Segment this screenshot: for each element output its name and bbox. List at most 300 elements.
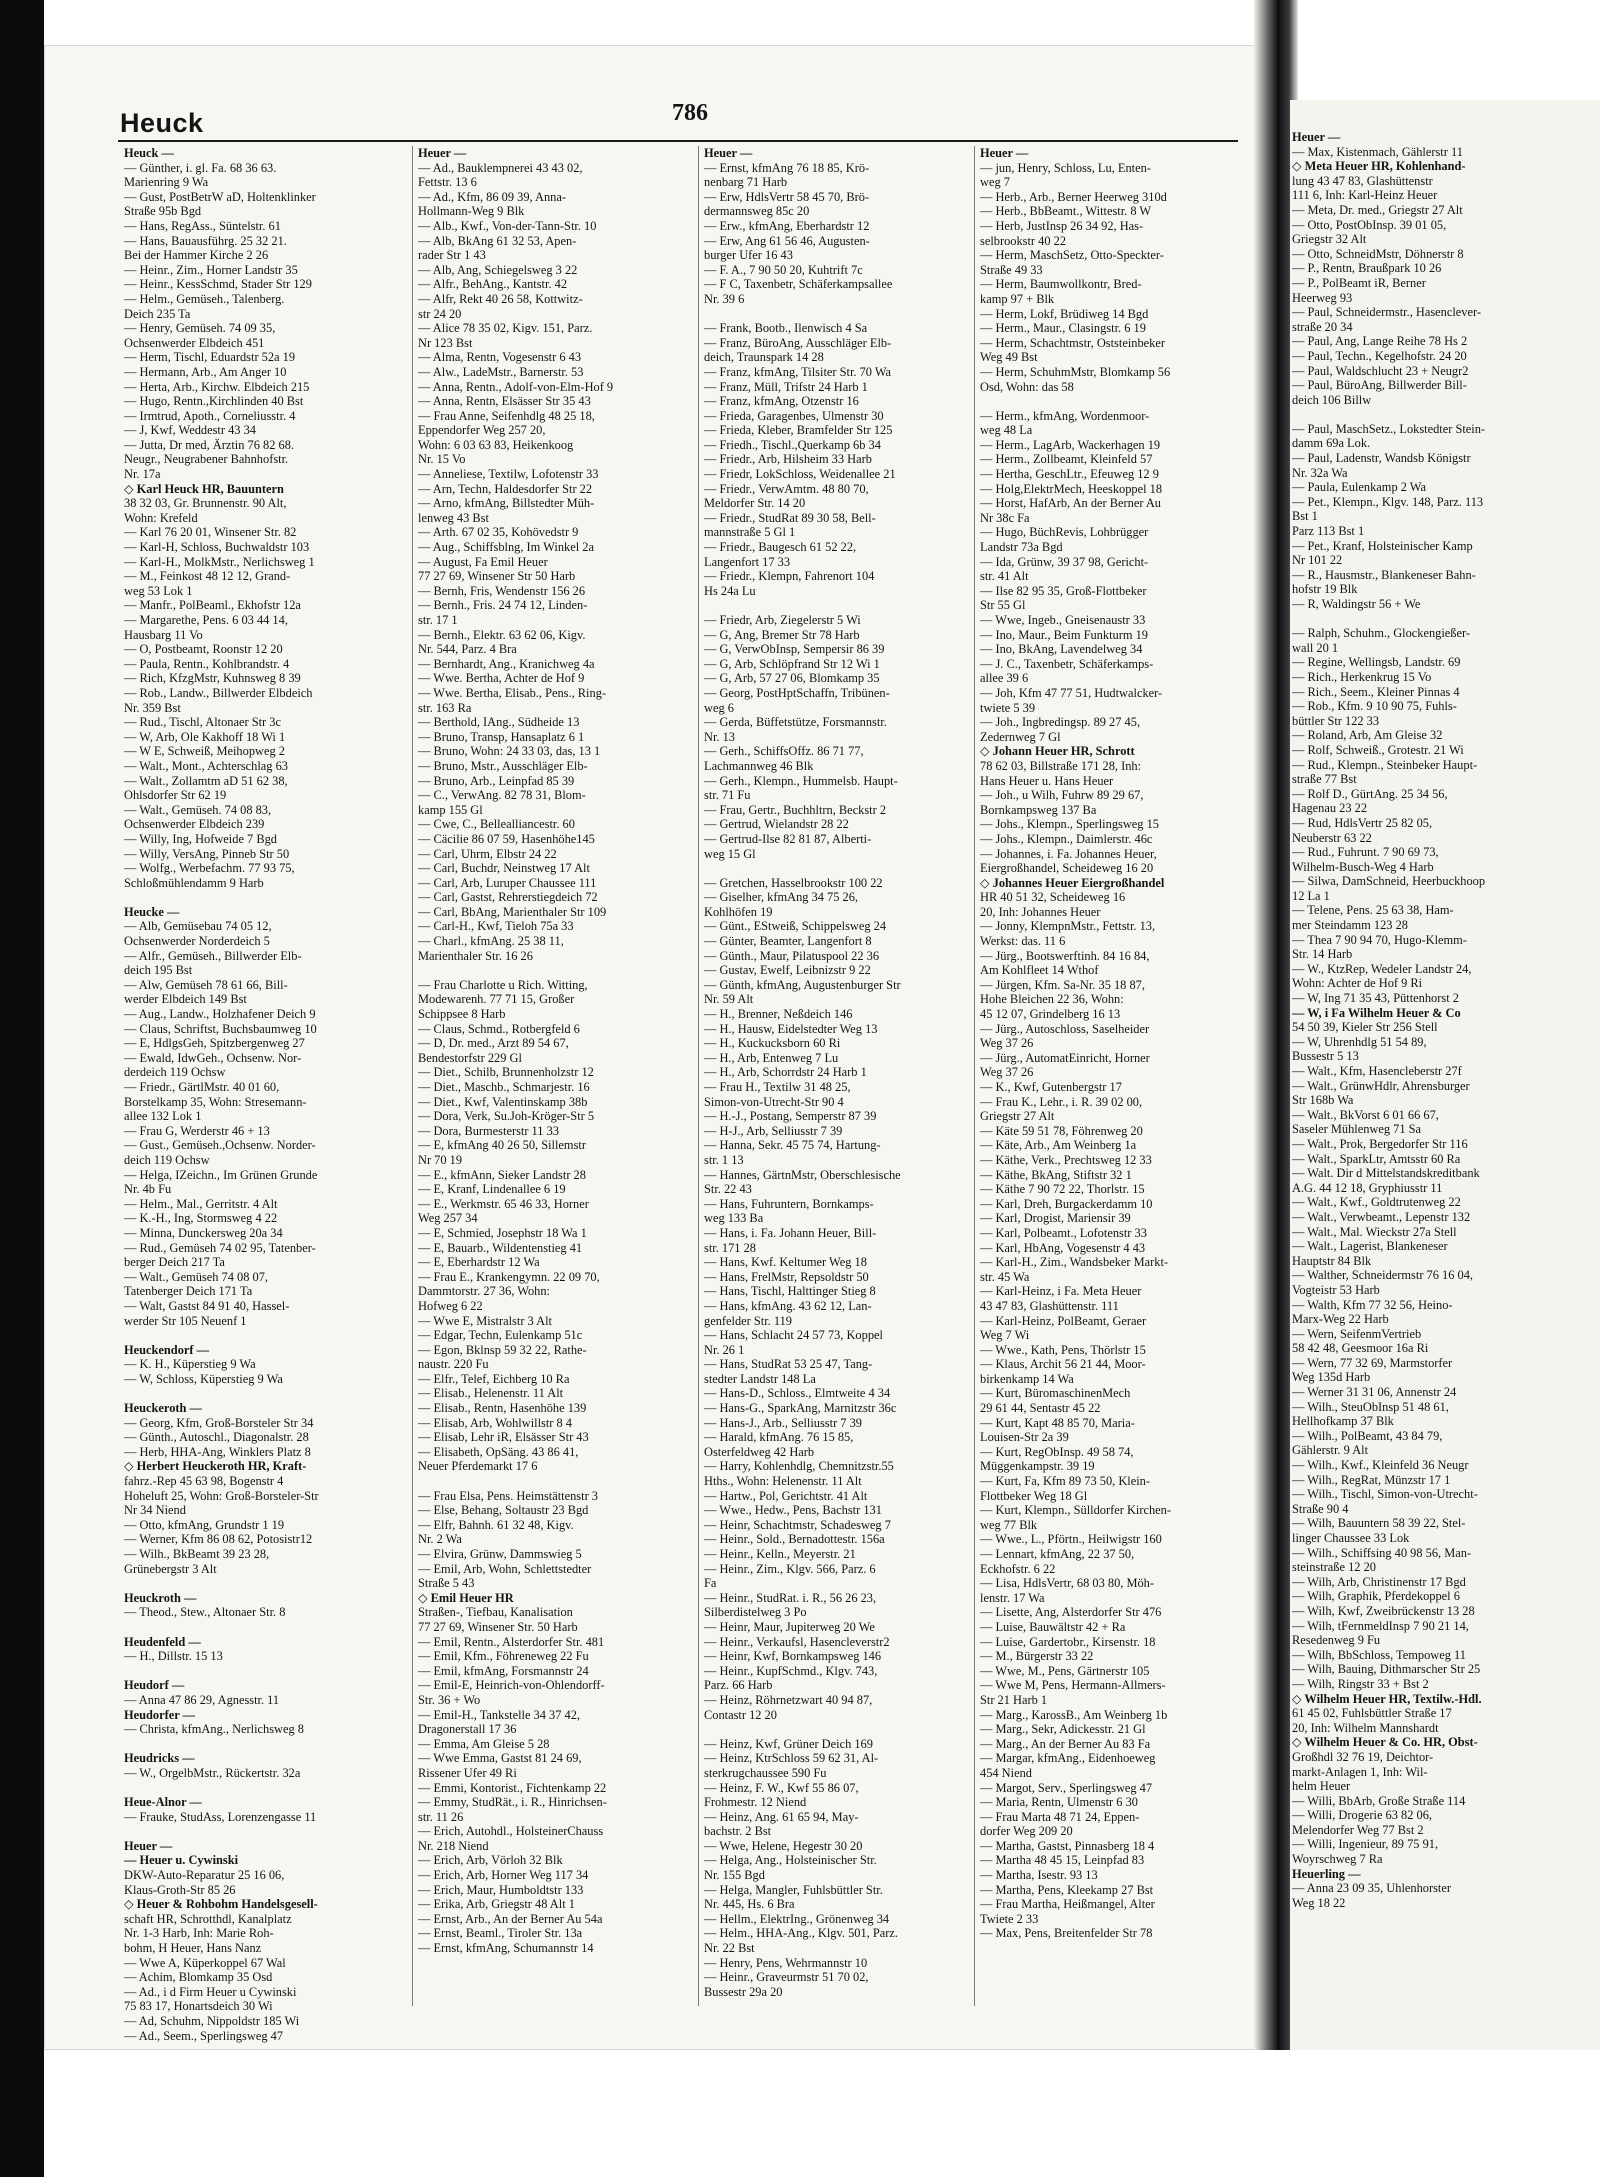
- directory-entry: Griegstr 32 Alt: [1292, 232, 1367, 247]
- directory-entry: — Walt., Gemüseh. 74 08 83,: [124, 802, 272, 817]
- directory-entry: Nr. 544, Parz. 4 Bra: [418, 642, 517, 657]
- directory-entry: weg 6: [704, 700, 734, 715]
- directory-entry: — Erich, Maur, Humboldtstr 133: [418, 1882, 584, 1897]
- entry-spacer: [418, 963, 690, 978]
- directory-entry: ◇ Johannes Heuer Eiergroßhandel: [980, 875, 1165, 890]
- directory-entry: — Pet., Klempn., Klgv. 148, Parz. 113: [1292, 494, 1484, 509]
- directory-entry: Nr. 15 Vo: [418, 452, 466, 467]
- directory-entry: — Anna 47 86 29, Agnesstr. 11: [124, 1692, 280, 1707]
- directory-entry: — Hans, StudRat 53 25 47, Tang-: [704, 1357, 873, 1372]
- directory-entry: — Lisette, Ang, Alsterdorfer Str 476: [980, 1605, 1162, 1620]
- directory-entry: — Paula, Rentn., Kohlbrandstr. 4: [124, 656, 290, 671]
- directory-entry: — Frau Martha, Heißmangel, Alter: [980, 1897, 1155, 1912]
- directory-column-1: [124, 146, 396, 2043]
- directory-entry: — Frieda, Kleber, Bramfelder Str 125: [704, 423, 893, 438]
- directory-entry: — Otto, PostObInsp. 39 01 05,: [1292, 217, 1447, 232]
- entry-spacer: [1292, 612, 1592, 627]
- directory-entry: str. 11 26: [418, 1809, 464, 1824]
- directory-entry: — Gustav, Ewelf, Leibnizstr 9 22: [704, 963, 871, 978]
- directory-entry: Wilhelm-Busch-Weg 4 Harb: [1292, 859, 1434, 874]
- directory-entry: — Frau, Gertr., Buchhltrn, Beckstr 2: [704, 802, 887, 817]
- directory-entry: — Else, Behang, Soltaustr 23 Bgd: [418, 1503, 589, 1518]
- directory-entry: — G, Ang, Bremer Str 78 Harb: [704, 627, 860, 642]
- directory-entry: — Thea 7 90 94 70, Hugo-Klemm-: [1292, 932, 1467, 947]
- directory-entry: — Johs., Klempn., Daimlerstr. 46c: [980, 831, 1153, 846]
- directory-entry: Nr 70 19: [418, 1152, 463, 1167]
- directory-entry: — Hans, kfmAng. 43 62 12, Lan-: [704, 1298, 872, 1313]
- directory-entry: — Rud., Klempn., Steinbeker Haupt-: [1292, 757, 1478, 772]
- directory-entry: Lachmannweg 46 Blk: [704, 758, 814, 773]
- directory-entry: — Wilh, Graphik, Pferdekoppel 6: [1292, 1589, 1460, 1604]
- directory-entry: Heuer —: [704, 146, 753, 160]
- directory-entry: — Alfr, Rekt 40 26 58, Kottwitz-: [418, 291, 583, 306]
- directory-entry: — Johs., Klempn., Sperlingsweg 15: [980, 817, 1159, 832]
- directory-entry: — Erw, HdlsVertr 58 45 70, Brö-: [704, 189, 870, 204]
- directory-entry: Bei der Hammer Kirche 2 26: [124, 248, 269, 263]
- directory-entry: Langenfort 17 33: [704, 554, 791, 569]
- directory-entry: — Erw., kfmAng, Eberhardstr 12: [704, 218, 870, 233]
- directory-entry: — Herm, Baumwollkontr, Bred-: [980, 277, 1142, 292]
- directory-entry: — Ad., Kfm, 86 09 39, Anna-: [418, 189, 566, 204]
- directory-entry: — Ralph, Schuhm., Glockengießer-: [1292, 626, 1471, 641]
- directory-entry: — Herm, Schachtmstr, Oststeinbeker: [980, 335, 1165, 350]
- directory-entry: — Frau H., Textilw 31 48 25,: [704, 1080, 851, 1094]
- entry-spacer: [124, 1328, 396, 1343]
- directory-entry: Nr. 4b Fu: [124, 1182, 172, 1197]
- directory-entry: Neugr., Neugrabener Bahnhofstr.: [124, 452, 289, 467]
- directory-entry: — Heinr., Kelln., Meyerstr. 21: [704, 1547, 856, 1561]
- directory-entry: — Hugo, Rentn.,Kirchlinden 40 Bst: [124, 394, 304, 409]
- directory-entry: Nr. 17a: [124, 467, 161, 482]
- directory-entry: Resedenweg 9 Fu: [1292, 1633, 1381, 1648]
- directory-entry: Str. 22 43: [704, 1182, 752, 1197]
- directory-entry: Heuckendorf —: [124, 1342, 210, 1357]
- directory-entry: Nr. 22 Bst: [704, 1941, 755, 1956]
- directory-entry: allee 132 Lok 1: [124, 1109, 202, 1124]
- directory-entry: Rissener Ufer 49 Ri: [418, 1765, 517, 1780]
- directory-entry: — H., Arb, Entenweg 7 Lu: [704, 1050, 839, 1065]
- entry-spacer: [124, 1781, 396, 1796]
- directory-entry: DKW-Auto-Reparatur 25 16 06,: [124, 1868, 285, 1883]
- directory-entry: 29 61 44, Sentastr 45 22: [980, 1401, 1101, 1416]
- directory-entry: — M., Feinkost 48 12 12, Grand-: [124, 569, 291, 584]
- directory-entry: — Günth., Maur, Pilatuspool 22 36: [704, 948, 880, 963]
- directory-entry: 61 45 02, Fuhlsbüttler Straße 17: [1292, 1706, 1452, 1721]
- directory-entry: Weg 49 Bst: [980, 350, 1038, 365]
- directory-entry: — Wwe, M., Pens, Gärtnerstr 105: [980, 1663, 1150, 1678]
- directory-entry: — Gerh., SchiffsOffz. 86 71 77,: [704, 744, 864, 759]
- directory-entry: dorfer Weg 209 20: [980, 1824, 1073, 1839]
- directory-column-3: [704, 146, 976, 1999]
- directory-entry: 454 Niend: [980, 1765, 1032, 1780]
- directory-entry: deich 119 Ochsw: [124, 1152, 210, 1167]
- directory-entry: — Diet., Schilb, Brunnenholzstr 12: [418, 1065, 594, 1080]
- directory-entry: — Helm., Mal., Gerritstr. 4 Alt: [124, 1196, 278, 1211]
- directory-entry: — Friedr., GärtlMstr. 40 01 60,: [124, 1080, 280, 1094]
- directory-entry: — Friedr, Arb, Ziegelerstr 5 Wi: [704, 613, 861, 627]
- running-head-surname: Heuck: [120, 108, 204, 138]
- directory-entry: werder Str 105 Neuenf 1: [124, 1313, 247, 1328]
- directory-entry: — Regine, Wellingsb, Landstr. 69: [1292, 655, 1461, 670]
- directory-entry: — Kurt, BüromaschinenMech: [980, 1386, 1131, 1401]
- directory-entry: 111 6, Inh: Karl-Heinz Heuer: [1292, 188, 1438, 203]
- directory-entry: Nr. 26 1: [704, 1342, 745, 1357]
- directory-entry: Woyrschweg 7 Ra: [1292, 1852, 1383, 1867]
- directory-entry: — J. C., Taxenbetr, Schäferkamps-: [980, 656, 1154, 671]
- directory-entry: — Karl-Heinz, i Fa. Meta Heuer: [980, 1284, 1142, 1299]
- directory-entry: — Anna, Rentn, Elsässer Str 35 43: [418, 394, 591, 409]
- directory-entry: — Claus, Schmd., Rotbergfeld 6: [418, 1021, 580, 1036]
- directory-entry: — Günth, kfmAng, Augustenburger Str: [704, 977, 901, 992]
- directory-entry: — Ad., Seem., Sperlingsweg 47: [124, 2028, 284, 2043]
- directory-entry: — Johannes, i. Fa. Johannes Heuer,: [980, 846, 1157, 861]
- directory-entry: Marx-Weg 22 Harb: [1292, 1312, 1389, 1327]
- directory-entry: — Friedr., Arb, Hilsheim 33 Harb: [704, 452, 872, 467]
- directory-entry: Landstr 73a Bgd: [980, 540, 1063, 555]
- directory-entry: Nr. 445, Hs. 6 Bra: [704, 1897, 795, 1912]
- directory-entry: — Wwe A, Küperkoppel 67 Wal: [124, 1955, 286, 1970]
- directory-entry: — Achim, Blomkamp 35 Osd: [124, 1970, 273, 1985]
- directory-entry: — Hans-J., Arb., Selliusstr 7 39: [704, 1415, 862, 1430]
- directory-entry: — Walt., Gemüseh 74 08 07,: [124, 1269, 269, 1284]
- directory-entry: — Gretchen, Hasselbrookstr 100 22: [704, 875, 883, 890]
- directory-entry: ◇ Wilhelm Heuer HR, Textilw.-Hdl.: [1292, 1691, 1482, 1706]
- directory-entry: 38 32 03, Gr. Brunnenstr. 90 Alt,: [124, 496, 287, 511]
- directory-entry: — Ad., Bauklempnerei 43 43 02,: [418, 160, 583, 175]
- directory-entry: — Friedr., Baugesch 61 52 22,: [704, 540, 857, 555]
- directory-entry: — Rolf D., GürtAng. 25 34 56,: [1292, 786, 1448, 801]
- directory-entry: — Alb., Kwf., Von-der-Tann-Str. 10: [418, 218, 597, 233]
- directory-entry: — Dora, Verk, Su.Joh-Kröger-Str 5: [418, 1109, 595, 1124]
- directory-entry: schaft HR, Schrotthdl, Kanalplatz: [124, 1911, 292, 1926]
- directory-entry: Osterfeldweg 42 Harb: [704, 1444, 815, 1459]
- directory-entry: Nr. 218 Niend: [418, 1838, 489, 1853]
- directory-entry: Dammtorstr. 27 36, Wohn:: [418, 1284, 550, 1299]
- directory-entry: — Heuer u. Cywinski: [124, 1853, 239, 1868]
- directory-entry: Ochsenwerder Elbdeich 451: [124, 335, 265, 350]
- directory-entry: — G, Arb, Schlöpfrand Str 12 Wi 1: [704, 656, 880, 671]
- directory-entry: — H., Hausw, Eidelstedter Weg 13: [704, 1021, 878, 1036]
- directory-entry: — Margar, kfmAng., Eidenhoeweg: [980, 1751, 1156, 1766]
- directory-entry: — Walt., BkVorst 6 01 66 67,: [1292, 1107, 1439, 1122]
- directory-entry: Straßen-, Tiefbau, Kanalisation: [418, 1605, 573, 1620]
- directory-entry: Str 168b Wa: [1292, 1093, 1354, 1108]
- directory-entry: nenbarg 71 Harb: [704, 175, 788, 190]
- directory-entry: Weg 18 22: [1292, 1895, 1346, 1910]
- directory-entry: Weg 37 26: [980, 1036, 1034, 1051]
- directory-entry: — Jürg., AutomatEinricht, Horner: [980, 1050, 1150, 1065]
- directory-entry: — Luise, Bauwältstr 42 + Ra: [980, 1619, 1126, 1634]
- directory-entry: — Gust., Gemüseh.,Ochsenw. Norder-: [124, 1138, 316, 1153]
- directory-entry: — Wilh, Bauing, Dithmarscher Str 25: [1292, 1662, 1481, 1677]
- directory-entry: dermannsweg 85c 20: [704, 204, 810, 219]
- directory-entry: Str 21 Harb 1: [980, 1692, 1048, 1707]
- directory-entry: Wohn: 6 03 63 83, Heikenkoog: [418, 437, 574, 452]
- directory-entry: Müggenkampstr. 39 19: [980, 1459, 1095, 1474]
- entry-spacer: [124, 890, 396, 905]
- directory-entry: Str 55 Gl: [980, 598, 1026, 613]
- directory-entry: — Silwa, DamSchneid, Heerbuckhoop: [1292, 874, 1486, 889]
- directory-entry: — Heinr., Sold., Bernadottestr. 156a: [704, 1532, 885, 1547]
- directory-entry: — Walt., Kfm, Hasencleberstr 27f: [1292, 1064, 1462, 1078]
- directory-entry: Bst 1: [1292, 509, 1318, 524]
- directory-entry: — Manfr., PolBeaml., Ekhofstr 12a: [124, 598, 301, 613]
- directory-entry: selbrookstr 40 22: [980, 233, 1067, 248]
- directory-entry: — Herm, SchuhmMstr, Blomkamp 56: [980, 364, 1171, 379]
- directory-entry: deich 195 Bst: [124, 963, 193, 978]
- entry-spacer: [124, 1576, 396, 1591]
- directory-entry: sterkrugchaussee 590 Fu: [704, 1765, 827, 1780]
- directory-entry: — W., OrgelbMstr., Rückertstr. 32a: [124, 1765, 301, 1780]
- directory-entry: Straße 5 43: [418, 1576, 475, 1591]
- directory-entry: Dragonerstall 17 36: [418, 1722, 517, 1737]
- directory-entry: Nr 101 22: [1292, 553, 1343, 568]
- directory-entry: — Wwe., L., Pförtn., Heilwigstr 160: [980, 1532, 1162, 1547]
- directory-entry: — Emil, Rentn., Alsterdorfer Str. 481: [418, 1634, 605, 1649]
- directory-entry: Heudricks —: [124, 1751, 195, 1766]
- directory-entry: Deich 235 Ta: [124, 306, 191, 321]
- directory-entry: — E., kfmAnn, Sieker Landstr 28: [418, 1167, 586, 1182]
- directory-entry: twiete 5 39: [980, 700, 1036, 715]
- directory-entry: Marienring 9 Wa: [124, 175, 209, 190]
- directory-entry: Bornkampsweg 137 Ba: [980, 802, 1097, 817]
- directory-entry: — Erich, Autohdl., HolsteinerChauss: [418, 1824, 604, 1839]
- directory-entry: — Herm, MaschSetz, Otto-Speckter-: [980, 248, 1164, 263]
- directory-entry: — Anna, Rentn., Adolf-von-Elm-Hof 9: [418, 379, 614, 394]
- directory-entry: deich 106 Billw: [1292, 392, 1372, 407]
- directory-entry: Bussestr 29a 20: [704, 1984, 783, 1999]
- directory-entry: — Heinz, KtrSchloss 59 62 31, Al-: [704, 1751, 879, 1766]
- directory-entry: — Willi, Ingenieur, 89 75 91,: [1292, 1837, 1439, 1852]
- directory-entry: str. 17 1: [418, 613, 458, 627]
- directory-entry: 75 83 17, Honartsdeich 30 Wi: [124, 1999, 273, 2014]
- directory-entry: — Willy, Ing, Hofweide 7 Bgd: [124, 831, 277, 846]
- directory-entry: — Henry, Pens, Wehrmannstr 10: [704, 1955, 868, 1970]
- directory-entry: A.G. 44 12 18, Gryphiusstr 11: [1292, 1180, 1443, 1195]
- directory-entry: — Paul, Techn., Kegelhofstr. 24 20: [1292, 348, 1467, 363]
- directory-entry: Hs 24a Lu: [704, 583, 756, 598]
- directory-entry: — Rud., Tischl, Altonaer Str 3c: [124, 715, 281, 730]
- directory-entry: ◇ Meta Heuer HR, Kohlenhand-: [1292, 159, 1466, 174]
- directory-entry: Simon-von-Utrecht-Str 90 4: [704, 1094, 844, 1109]
- directory-entry: Kohlhöfen 19: [704, 904, 773, 919]
- directory-entry: 77 27 69, Winsener Str 50 Harb: [418, 569, 576, 584]
- directory-entry: — Friedr, LokSchloss, Weidenallee 21: [704, 467, 896, 482]
- directory-entry: linger Chaussee 33 Lok: [1292, 1531, 1410, 1545]
- directory-entry: — Rolf, Schweiß., Grotestr. 21 Wi: [1292, 742, 1464, 757]
- directory-entry: 20, Inh: Johannes Heuer: [980, 904, 1101, 919]
- entry-spacer: [124, 1664, 396, 1679]
- directory-entry: Hollmann-Weg 9 Blk: [418, 204, 525, 219]
- directory-entry: bohm, H Heuer, Hans Nanz: [124, 1941, 262, 1956]
- directory-entry: — Wolfg., Werbefachm. 77 93 75,: [124, 861, 295, 876]
- directory-entry: — Karl 76 20 01, Winsener Str. 82: [124, 525, 297, 540]
- directory-entry: Osd, Wohn: das 58: [980, 379, 1074, 394]
- directory-entry: — Carl, BbAng, Marienthaler Str 109: [418, 904, 607, 919]
- entry-spacer: [704, 307, 976, 322]
- column-divider: [412, 146, 413, 2006]
- directory-entry: — Kurt, Kapt 48 85 70, Maria-: [980, 1415, 1135, 1430]
- directory-entry: — Hanna, Sekr. 45 75 74, Hartung-: [704, 1138, 881, 1153]
- directory-entry: Heuckeroth —: [124, 1401, 202, 1416]
- directory-entry: — H-J., Arb, Selliusstr 7 39: [704, 1123, 843, 1138]
- directory-entry: helm Heuer: [1292, 1779, 1351, 1794]
- directory-entry: — Helm., Gemüseh., Talenberg.: [124, 291, 285, 306]
- directory-entry: str. 163 Ra: [418, 700, 472, 715]
- directory-entry: — Jürg., Autoschloss, Saselheider: [980, 1021, 1150, 1036]
- directory-entry: — Franz, BüroAng, Ausschläger Elb-: [704, 335, 892, 350]
- directory-entry: Frohmestr. 12 Niend: [704, 1795, 807, 1810]
- directory-entry: — Walth, Kfm 77 32 56, Heino-: [1292, 1297, 1453, 1312]
- directory-entry: Hths., Wohn: Helenenstr. 11 Alt: [704, 1474, 862, 1489]
- directory-entry: — Wwe Emma, Gastst 81 24 69,: [418, 1751, 582, 1766]
- directory-entry: — Willi, BbArb, Große Straße 114: [1292, 1793, 1466, 1808]
- directory-entry: — Wilh, Ringstr 33 + Bst 2: [1292, 1676, 1429, 1691]
- directory-entry: 78 62 03, Billstraße 171 28, Inh:: [980, 758, 1142, 773]
- directory-entry: — Heinr., Zim., Klgv. 566, Parz. 6: [704, 1561, 876, 1576]
- directory-entry: — Walt., Prok, Bergedorfer Str 116: [1292, 1136, 1468, 1151]
- directory-entry: steinstraße 12 20: [1292, 1560, 1376, 1575]
- directory-entry: — Lennart, kfmAng, 22 37 50,: [980, 1547, 1135, 1561]
- directory-entry: fahrz.-Rep 45 63 98, Bogenstr 4: [124, 1474, 284, 1489]
- directory-entry: — Hans, FrelMstr, Repsoldstr 50: [704, 1269, 869, 1284]
- directory-entry: — Pet., Kranf, Holsteinischer Kamp: [1292, 538, 1473, 553]
- directory-entry: Ochsenwerder Elbdeich 239: [124, 817, 265, 832]
- directory-entry: Nr. 2 Wa: [418, 1532, 462, 1547]
- directory-entry: — Walt., Verwbeamt., Lepenstr 132: [1292, 1209, 1471, 1224]
- directory-entry: Hohe Bleichen 22 36, Wohn:: [980, 992, 1124, 1007]
- directory-entry: — R., Hausmstr., Blankeneser Bahn-: [1292, 567, 1476, 582]
- directory-entry: — Karl-H, Schloss, Buchwaldstr 103: [124, 540, 310, 555]
- directory-entry: Wohn: Achter de Hof 9 Ri: [1292, 976, 1423, 991]
- directory-entry: — Frank, Bootb., Ilenwisch 4 Sa: [704, 321, 868, 336]
- directory-entry: — Heinr., KessSchmd, Stader Str 129: [124, 277, 312, 292]
- directory-entry: Meldorfer Str. 14 20: [704, 496, 806, 511]
- directory-entry: — R, Waldingstr 56 + We: [1292, 597, 1421, 611]
- directory-entry: — Frieda, Garagenbes, Ulmenstr 30: [704, 408, 884, 423]
- directory-entry: — Franz, kfmAng, Otzenstr 16: [704, 394, 859, 409]
- directory-entry: — Frau Elsa, Pens. Heimstättenstr 3: [418, 1488, 598, 1503]
- directory-entry: werder Elbdeich 149 Bst: [124, 992, 247, 1007]
- directory-entry: — Kurt, RegObInsp. 49 58 74,: [980, 1444, 1134, 1459]
- directory-entry: — Franz, Müll, Trifstr 24 Harb 1: [704, 379, 868, 394]
- directory-entry: Heue-Alnor —: [124, 1795, 202, 1810]
- directory-entry: Louisen-Str 2a 39: [980, 1430, 1069, 1445]
- directory-entry: burger Ufer 16 43: [704, 248, 793, 263]
- directory-entry: — H., Arb, Schorrdstr 24 Harb 1: [704, 1065, 867, 1080]
- directory-entry: — Rud., Fuhrunt. 7 90 69 73,: [1292, 845, 1439, 860]
- directory-entry: — Heinr., Zim., Horner Landstr 35: [124, 262, 298, 277]
- directory-entry: mannstraße 5 Gl 1: [704, 525, 796, 540]
- directory-entry: Hofweg 6 22: [418, 1298, 483, 1313]
- directory-entry: — Emmi, Kontorist., Fichtenkamp 22: [418, 1780, 607, 1795]
- directory-entry: — Gertrud, Wielandstr 28 22: [704, 817, 849, 832]
- directory-entry: Schloßmühlendamm 9 Harb: [124, 875, 264, 890]
- directory-entry: — Herb, HHA-Ang, Winklers Platz 8: [124, 1444, 311, 1459]
- directory-entry: — Wilh, Bauuntern 58 39 22, Stel-: [1292, 1516, 1466, 1531]
- directory-entry: — Wilh, Arb, Christinenstr 17 Bgd: [1292, 1574, 1466, 1589]
- directory-entry: — Ad., i d Firm Heuer u Cywinski: [124, 1984, 297, 1999]
- directory-entry: — Carl, Uhrm, Elbstr 24 22: [418, 846, 557, 861]
- directory-entry: — D, Dr. med., Arzt 89 54 67,: [418, 1036, 569, 1051]
- directory-entry: — Walther, Schneidermstr 76 16 04,: [1292, 1268, 1474, 1283]
- directory-entry: Bendestorfstr 229 Gl: [418, 1050, 522, 1065]
- directory-entry: — Walt., SparkLtr, Amtsstr 60 Ra: [1292, 1151, 1461, 1166]
- directory-entry: — Käthe 7 90 72 22, Thorlstr. 15: [980, 1182, 1145, 1197]
- directory-entry: — Marg., KarossB., Am Weinberg 1b: [980, 1707, 1168, 1722]
- directory-entry: — Wwe. Bertha, Achter de Hof 9: [418, 671, 585, 686]
- directory-entry: Flottbeker Weg 18 Gl: [980, 1488, 1088, 1503]
- directory-entry: mer Steindamm 123 28: [1292, 918, 1408, 933]
- directory-entry: — Rob., Kfm. 9 10 90 75, Fuhls-: [1292, 699, 1457, 714]
- directory-entry: — Paul, Waldschlucht 23 + Neugr2: [1292, 363, 1469, 378]
- directory-entry: Grünebergstr 3 Alt: [124, 1561, 217, 1576]
- directory-entry: deich, Traunspark 14 28: [704, 350, 824, 365]
- directory-entry: weg 133 Ba: [704, 1211, 764, 1226]
- directory-entry: — Walt., GrünwHdlr, Ahrensburger: [1292, 1078, 1470, 1093]
- directory-entry: — Wilh, BbSchloss, Tempoweg 11: [1292, 1647, 1466, 1662]
- directory-entry: — Elisab, Lehr iR, Elsässer Str 43: [418, 1430, 589, 1445]
- directory-entry: — P., PolBeamt iR, Berner: [1292, 275, 1426, 290]
- directory-entry: — Martha, Isestr. 93 13: [980, 1868, 1098, 1883]
- directory-entry: — Carl, Gastst, Rehrerstiegdeich 72: [418, 890, 598, 905]
- directory-entry: Hausbarg 11 Vo: [124, 627, 203, 642]
- directory-entry: Hellhofkamp 37 Blk: [1292, 1414, 1394, 1429]
- facing-page-column: [1292, 130, 1592, 2030]
- directory-entry: Hauptstr 84 Blk: [1292, 1253, 1372, 1268]
- directory-entry: Heuck —: [124, 146, 174, 160]
- directory-entry: Melendorfer Weg 77 Bst 2: [1292, 1822, 1424, 1837]
- directory-entry: — Herm., Zollbeamt, Kleinfeld 57: [980, 452, 1153, 467]
- directory-entry: — W, Arb, Ole Kakhoff 18 Wi 1: [124, 729, 286, 744]
- directory-entry: — Meta, Dr. med., Griegstr 27 Alt: [1292, 202, 1463, 217]
- directory-entry: — Friedr., VerwAmtm. 48 80 70,: [704, 481, 869, 496]
- directory-entry: lung 43 47 83, Glashüttenstr: [1292, 173, 1433, 188]
- directory-entry: — Ida, Grünw, 39 37 98, Gericht-: [980, 554, 1149, 569]
- directory-entry: — Herb., BbBeamt., Wittestr. 8 W: [980, 204, 1152, 219]
- directory-entry: — Klaus, Archit 56 21 44, Moor-: [980, 1357, 1146, 1372]
- directory-entry: — W., KtzRep, Wedeler Landstr 24,: [1292, 961, 1472, 976]
- directory-entry: — Walt., Lagerist, Blankeneser: [1292, 1239, 1448, 1254]
- directory-entry: — Wern, 77 32 69, Marmstorfer: [1292, 1355, 1453, 1370]
- directory-entry: Heudenfeld —: [124, 1634, 201, 1649]
- directory-entry: — Aug., Schiffsblng, Im Winkel 2a: [418, 540, 594, 555]
- directory-entry: Nr. 1-3 Harb, Inh: Marie Roh-: [124, 1926, 274, 1941]
- directory-entry: Str. 36 + Wo: [418, 1692, 481, 1707]
- directory-entry: — Georg, Kfm, Groß-Borsteler Str 34: [124, 1415, 314, 1430]
- directory-entry: — H., Brenner, Neßdeich 146: [704, 1007, 853, 1022]
- directory-entry: — Theod., Stew., Altonaer Str. 8: [124, 1605, 286, 1620]
- directory-entry: — Ilse 82 95 35, Groß-Flottbeker: [980, 583, 1147, 598]
- directory-entry: damm 69a Lok.: [1292, 436, 1371, 451]
- directory-entry: ◇ Johann Heuer HR, Schrott: [980, 744, 1135, 759]
- directory-entry: Hoheluft 25, Wohn: Groß-Borsteler-Str: [124, 1488, 319, 1503]
- directory-entry: Neuer Pferdemarkt 17 6: [418, 1459, 538, 1474]
- page-number: 786: [672, 100, 708, 126]
- directory-entry: Fettstr. 13 6: [418, 175, 477, 190]
- directory-entry: — Wilh., BkBeamt 39 23 28,: [124, 1547, 270, 1561]
- directory-entry: — C., VerwAng. 82 78 31, Blom-: [418, 788, 586, 803]
- directory-entry: — Karl-H., MolkMstr., Nerlichsweg 1: [124, 554, 315, 569]
- directory-entry: str 24 20: [418, 306, 462, 321]
- directory-entry: ◇ Karl Heuck HR, Bauuntern: [124, 481, 284, 496]
- directory-entry: — Hertha, GeschLtr., Efeuweg 12 9: [980, 467, 1159, 482]
- directory-entry: — Kurt, Fa, Kfm 89 73 50, Klein-: [980, 1474, 1151, 1489]
- directory-entry: — Frauke, StudAss, Lorenzengasse 11: [124, 1809, 317, 1824]
- directory-entry: str. 41 Alt: [980, 569, 1029, 584]
- directory-entry: Eiergroßhandel, Scheideweg 16 20: [980, 861, 1154, 876]
- directory-entry: — Werner 31 31 06, Annenstr 24: [1292, 1385, 1457, 1400]
